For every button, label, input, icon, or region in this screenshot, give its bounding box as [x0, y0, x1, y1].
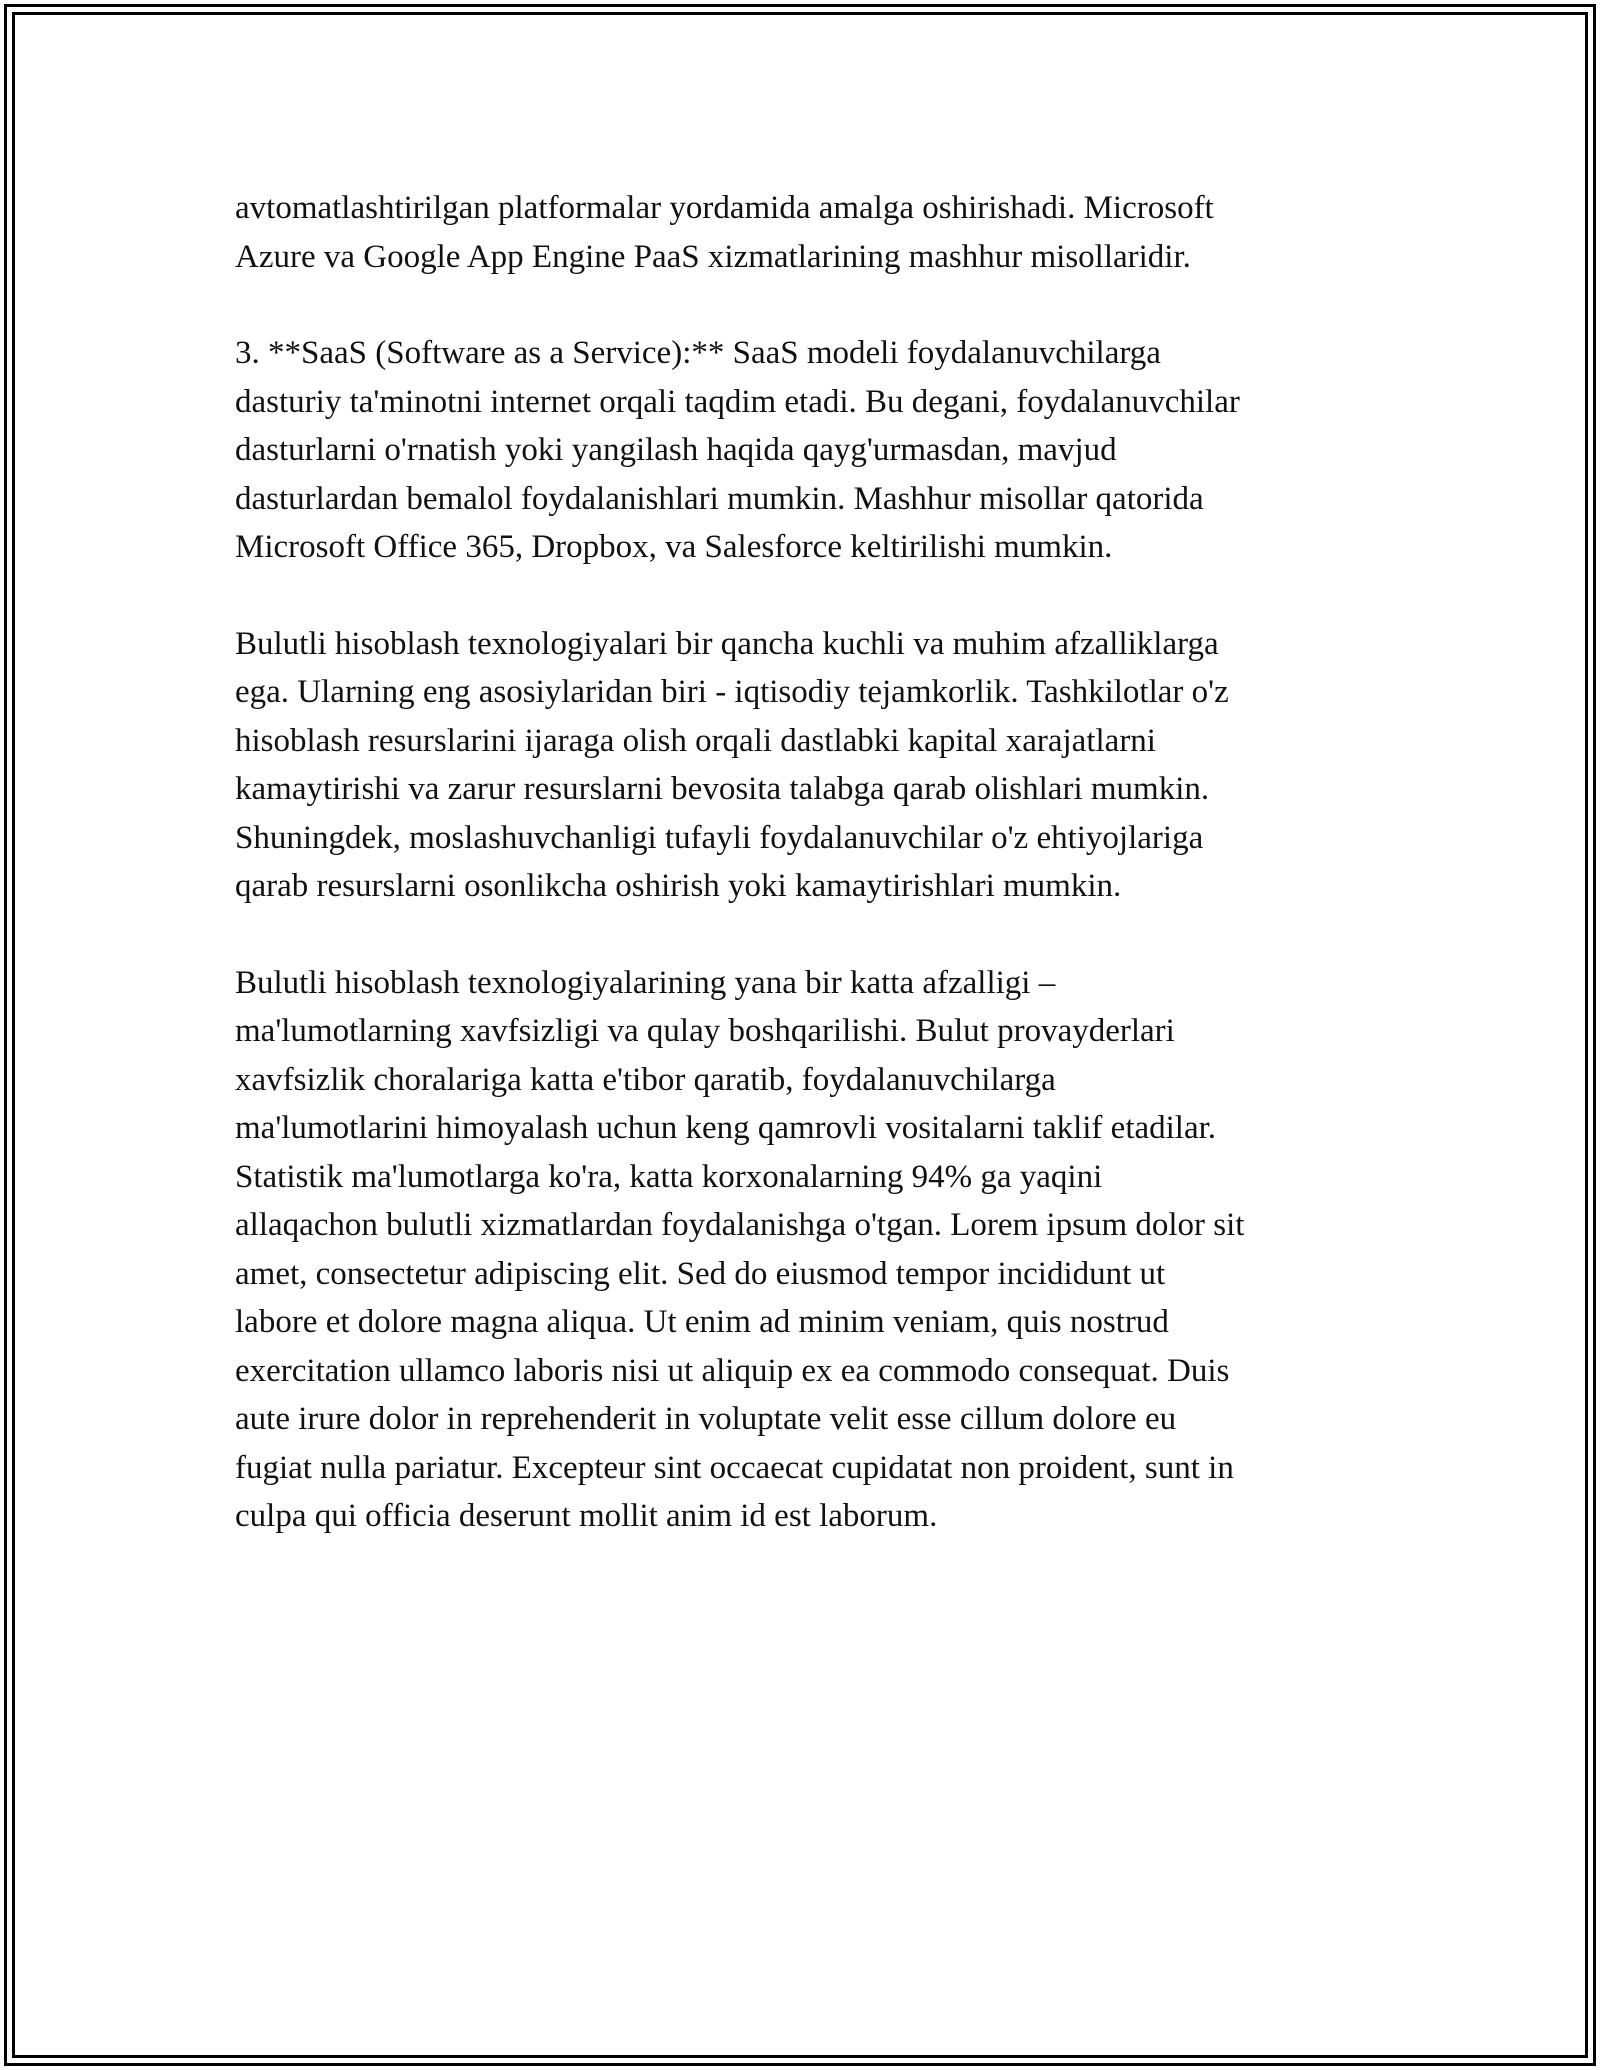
text-line: ma'lumotlarini himoyalash uchun keng qamrovli vositalarni taklif etadilar. [235, 1110, 1217, 1146]
text-line: Microsoft Office 365, Dropbox, va Salesforce keltirilishi mumkin. [235, 529, 1113, 565]
text-line: avtomatlashtirilgan platformalar yordamida amalga oshirishadi. Microsoft [235, 190, 1214, 226]
text-line: amet, consectetur adipiscing elit. Sed do eiusmod tempor incididunt ut [235, 1255, 1166, 1292]
text-line: Shuningdek, moslashuvchanligi tufayli foydalanuvchilar o'z ehtiyojlariga [235, 819, 1204, 856]
text-line: culpa qui officia deserunt mollit anim id est laborum. [235, 1498, 938, 1534]
paragraph-advantages [235, 620, 1365, 911]
text-line: dasturiy ta'minotni internet orqali taqdim etadi. Bu degani, foydalanuvchilar [235, 383, 1240, 420]
text-line: qarab resurslarni osonlikcha oshirish yoki kamaytirishlari mumkin. [235, 868, 1122, 904]
text-line: exercitation ullamco laboris nisi ut aliquip ex ea commodo consequat. Duis [235, 1352, 1230, 1389]
text-line: labore et dolore magna aliqua. Ut enim ad minim veniam, quis nostrud [235, 1304, 1169, 1340]
text-line: Statistik ma'lumotlarga ko'ra, katta korxonalarning 94% ga yaqini [235, 1158, 1103, 1195]
paragraph-paas-conclusion [235, 184, 1365, 281]
text-line: Bulutli hisoblash texnologiyalarining yana bir katta afzalligi – [235, 964, 1056, 1001]
text-line: aute irure dolor in reprehenderit in voluptate velit esse cillum dolore eu [235, 1401, 1177, 1437]
text-line: fugiat nulla pariatur. Excepteur sint occaecat cupidatat non proident, sunt in [235, 1449, 1234, 1486]
text-line: Azure va Google App Engine PaaS xizmatlarining mashhur misollaridir. [235, 238, 1191, 275]
text-line: kamaytirishi va zarur resurslarni bevosita talabga qarab olishlari mumkin. [235, 771, 1210, 807]
text-line: Bulutli hisoblash texnologiyalari bir qancha kuchli va muhim afzalliklarga [235, 625, 1219, 662]
text-line: dasturlardan bemalol foydalanishlari mumkin. Mashhur misollar qatorida [235, 480, 1204, 517]
document-body [235, 184, 1365, 1589]
text-line: dasturlarni o'rnatish yoki yangilash haqida qayg'urmasdan, mavjud [235, 432, 1117, 468]
paragraph-security [235, 959, 1365, 1541]
text-line: 3. **SaaS (Software as a Service):** SaaS modeli foydalanuvchilarga [235, 335, 1161, 371]
text-line: allaqachon bulutli xizmatlardan foydalanishga o'tgan. Lorem ipsum dolor sit [235, 1207, 1245, 1243]
text-line: hisoblash resurslarini ijaraga olish orqali dastlabki kapital xarajatlarni [235, 722, 1156, 759]
text-line: ma'lumotlarning xavfsizligi va qulay boshqarilishi. Bulut provayderlari [235, 1013, 1175, 1049]
text-line: xavfsizlik choralariga katta e'tibor qaratib, foydalanuvchilarga [235, 1061, 1056, 1098]
paragraph-saas [235, 329, 1365, 572]
text-line: ega. Ularning eng asosiylaridan biri - iqtisodiy tejamkorlik. Tashkilotlar o'z [235, 674, 1229, 710]
